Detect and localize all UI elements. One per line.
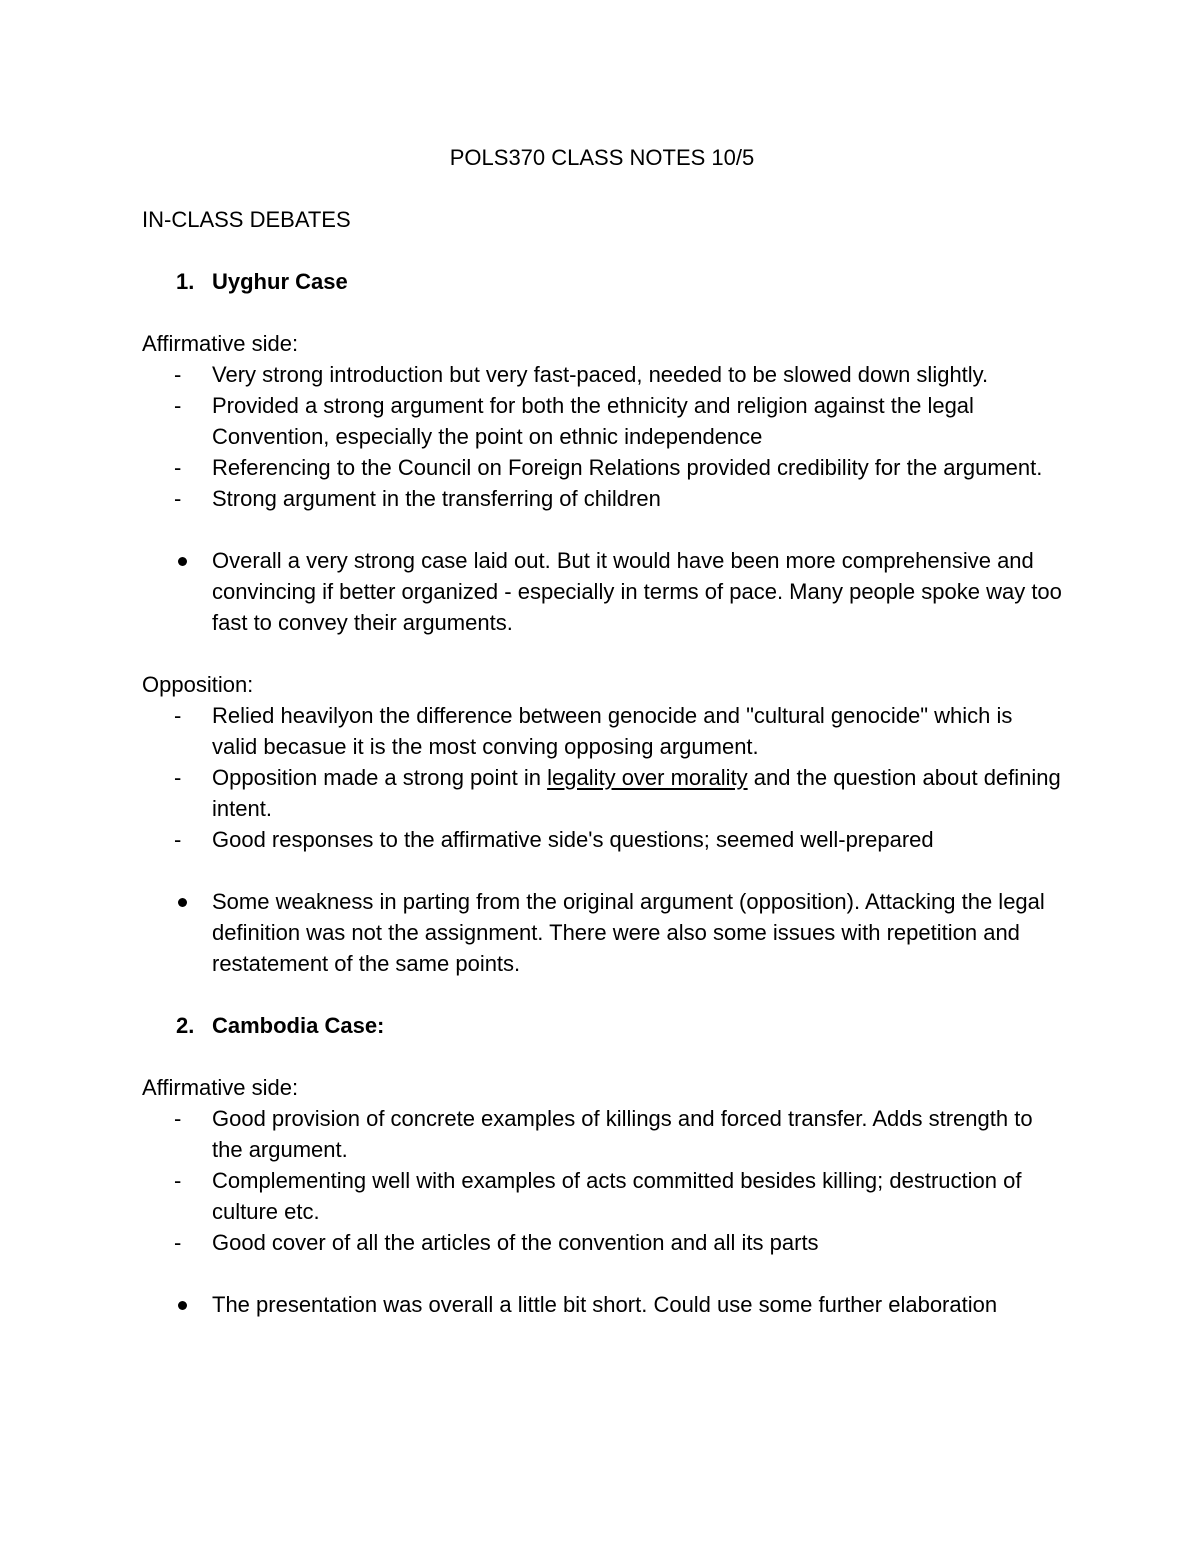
case-number: 1. <box>176 269 195 294</box>
list-item: - Very strong introduction but very fast-paced, needed to be slowed down slightly. <box>142 359 1062 390</box>
dash-marker: - <box>174 1106 182 1131</box>
opposition-label: Opposition: <box>142 672 254 697</box>
list-item: - Good responses to the affirmative side's questions; seemed well-prepared <box>142 824 1062 855</box>
list-item: - Provided a strong argument for both the ethnicity and religion against the legal Convention, especially the point on ethnic independence <box>142 390 1062 452</box>
dash-marker: - <box>174 393 182 418</box>
dash-marker: - <box>174 455 182 480</box>
list-item: - Referencing to the Council on Foreign Relations provided credibility for the argument. <box>142 452 1062 483</box>
affirmative-label: Affirmative side: <box>142 331 299 356</box>
summary-bullet: Some weakness in parting from the original argument (opposition). Attacking the legal definition was not the assignment. There were also some issues with repetition and restatement of the same points. <box>142 886 1062 979</box>
bullet-dot-icon <box>178 1301 187 1310</box>
dash-marker: - <box>174 765 182 790</box>
dash-marker: - <box>174 1230 182 1255</box>
list-item: - Complementing well with examples of acts committed besides killing; destruction of culture etc. <box>142 1165 1062 1227</box>
list-item: - Good cover of all the articles of the convention and all its parts <box>142 1227 1062 1258</box>
underlined-phrase: legality over morality <box>547 765 748 790</box>
dash-marker: - <box>174 362 182 387</box>
case-heading-uyghur <box>142 266 1062 297</box>
bullet-dot-icon <box>178 898 187 907</box>
case-title: Cambodia Case: <box>212 1013 385 1038</box>
case-number: 2. <box>176 1013 195 1038</box>
case-title: Uyghur Case <box>212 269 348 294</box>
dash-marker: - <box>174 827 182 852</box>
dash-marker: - <box>174 1168 182 1193</box>
list-item: - Relied heavilyon the difference between genocide and "cultural genocide" which is valid becasue it is the most conving opposing argument. <box>142 700 1062 762</box>
summary-bullet: Overall a very strong case laid out. But it would have been more comprehensive and convincing if better organized - especially in terms of pace. Many people spoke way too fast to convey their arguments. <box>142 545 1062 638</box>
affirmative-label: Affirmative side: <box>142 1075 299 1100</box>
list-item: - Strong argument in the transferring of children <box>142 483 1062 514</box>
bullet-dot-icon <box>178 557 187 566</box>
dash-marker: - <box>174 486 182 511</box>
page-title: POLS370 CLASS NOTES 10/5 <box>449 145 755 170</box>
list-item: - Opposition made a strong point in legality over morality and the question about defining intent. <box>142 762 1062 824</box>
case-heading-cambodia <box>142 1010 1062 1041</box>
document-page <box>142 142 1062 1320</box>
section-title: IN-CLASS DEBATES <box>142 207 351 232</box>
dash-marker: - <box>174 703 182 728</box>
summary-bullet: The presentation was overall a little bit short. Could use some further elaboration <box>142 1289 1062 1320</box>
list-item: - Good provision of concrete examples of killings and forced transfer. Adds strength to the argument. <box>142 1103 1062 1165</box>
